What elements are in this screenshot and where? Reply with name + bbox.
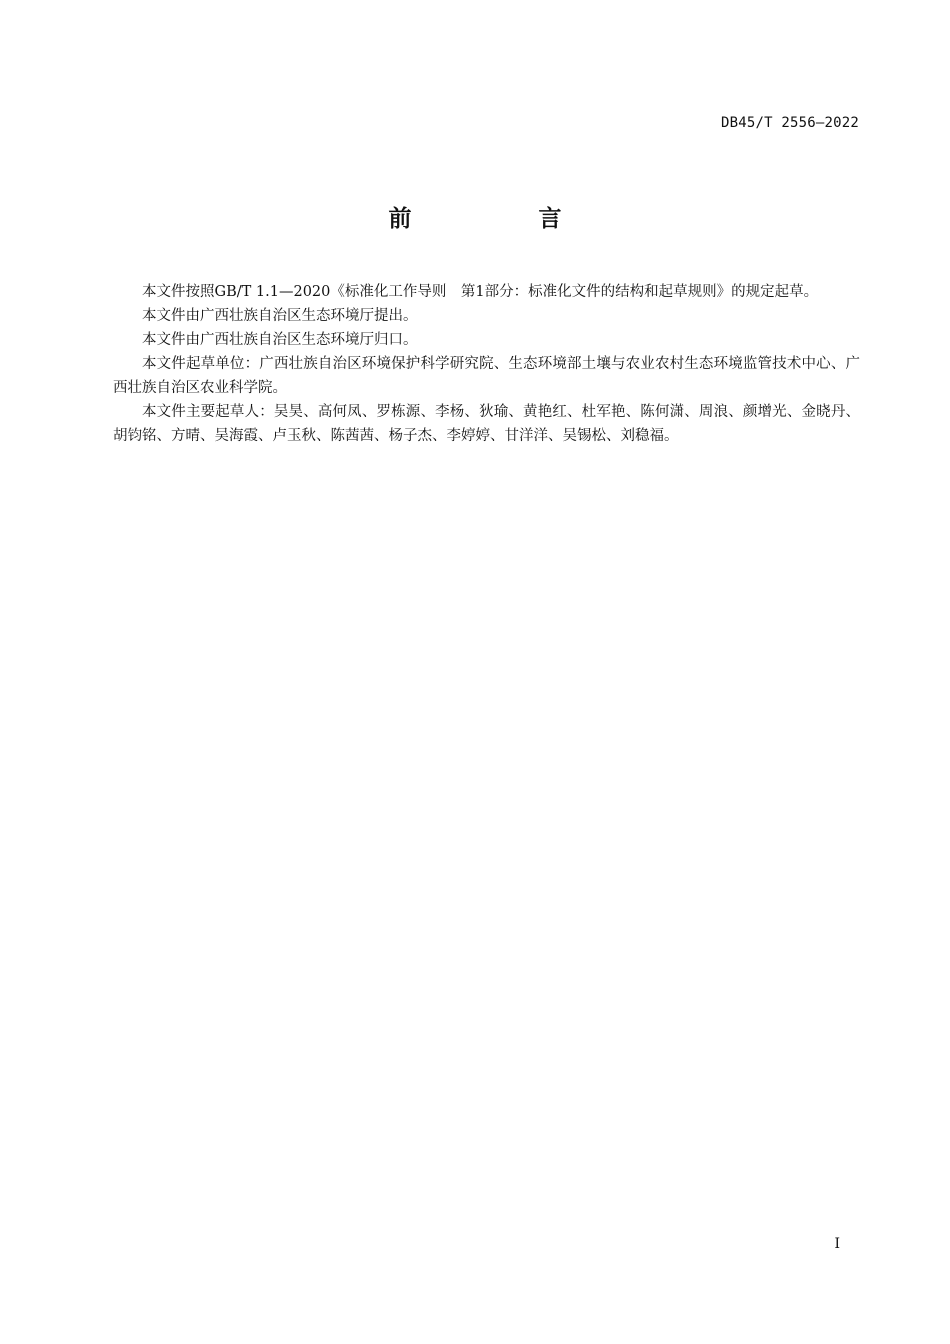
paragraph-drafting-rules: 本文件按照GB/T 1.1—2020《标准化工作导则 第1部分：标准化文件的结构和起草规则》的规定起草。: [142, 284, 819, 300]
paragraph-drafters: 本文件主要起草人：吴昊、高何凤、罗栋源、李杨、狄瑜、黄艳红、杜军艳、陈何潇、周浪、颜增光、金晓丹、胡钧铭、方晴、吴海霞、卢玉秋、陈茜茜、杨子杰、李婷婷、甘洋洋、吴锡松、刘稳福。: [113, 404, 860, 444]
foreword-body: [113, 280, 860, 448]
page-title: 前 言: [388, 206, 614, 232]
paragraph-proposed-by: 本文件由广西壮族自治区生态环境厅提出。: [142, 308, 418, 324]
page-number: I: [834, 1236, 840, 1252]
paragraph-drafting-units: 本文件起草单位：广西壮族自治区环境保护科学研究院、生态环境部土壤与农业农村生态环境监管技术中心、广西壮族自治区农业科学院。: [113, 356, 860, 396]
standard-code: DB45/T 2556—2022: [720, 115, 859, 131]
paragraph-managed-by: 本文件由广西壮族自治区生态环境厅归口。: [142, 332, 418, 348]
